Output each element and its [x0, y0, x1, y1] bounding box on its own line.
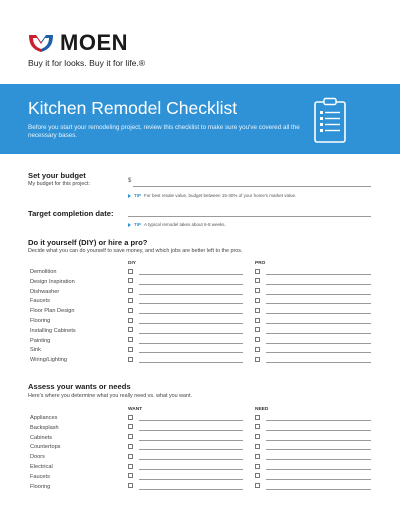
row-label: Flooring: [30, 483, 51, 490]
notes-input-line[interactable]: [266, 479, 371, 480]
budget-heading: Set your budget: [28, 171, 86, 180]
tip-text: A typical remodel takes about 6-8 weeks.: [144, 222, 226, 227]
notes-input-line[interactable]: [139, 343, 243, 344]
notes-input-line[interactable]: [139, 323, 243, 324]
need-checkbox[interactable]: [255, 473, 260, 478]
notes-input-line[interactable]: [139, 274, 243, 275]
want-checkbox[interactable]: [128, 434, 133, 439]
tip-text: For best resale value, budget between 15-30% of your home's market value.: [144, 193, 297, 198]
row-label: Flooring: [30, 318, 51, 324]
notes-input-line[interactable]: [139, 449, 243, 450]
need-column-header: NEED: [255, 407, 269, 412]
notes-input-line[interactable]: [266, 274, 371, 275]
diy-checkbox[interactable]: [128, 347, 133, 352]
notes-input-line[interactable]: [266, 284, 371, 285]
pro-checkbox[interactable]: [255, 278, 260, 283]
row-label: Countertops: [30, 444, 61, 451]
want-checkbox[interactable]: [128, 473, 133, 478]
want-checkbox[interactable]: [128, 464, 133, 469]
diy-column-header: DIY: [128, 261, 136, 266]
notes-input-line[interactable]: [139, 469, 243, 470]
tip-arrow-icon: [128, 223, 131, 227]
diy-checkbox[interactable]: [128, 269, 133, 274]
moen-logo-icon: [28, 32, 54, 54]
diy-heading: Do it yourself (DIY) or hire a pro?: [28, 238, 148, 247]
row-label: Painting: [30, 337, 51, 344]
want-checkbox[interactable]: [128, 424, 133, 429]
pro-checkbox[interactable]: [255, 308, 260, 313]
notes-input-line[interactable]: [139, 440, 243, 441]
wants-heading: Assess your wants or needs: [28, 382, 131, 391]
want-checkbox[interactable]: [128, 415, 133, 420]
pro-column-header: PRO: [255, 261, 266, 266]
diy-checkbox[interactable]: [128, 337, 133, 342]
row-label: Faucets: [30, 473, 50, 480]
row-label: Design Inspiration: [30, 278, 75, 285]
diy-checkbox[interactable]: [128, 288, 133, 293]
budget-tip: [128, 193, 296, 198]
row-label: Dishwasher: [30, 288, 60, 295]
brand-tagline: Buy it for looks. Buy it for life.®: [28, 58, 146, 68]
notes-input-line[interactable]: [139, 352, 243, 353]
notes-input-line[interactable]: [266, 323, 371, 324]
notes-input-line[interactable]: [139, 362, 243, 363]
need-checkbox[interactable]: [255, 464, 260, 469]
notes-input-line[interactable]: [266, 303, 371, 304]
need-checkbox[interactable]: [255, 415, 260, 420]
row-label: Floor Plan Design: [30, 308, 75, 315]
notes-input-line[interactable]: [266, 449, 371, 450]
pro-checkbox[interactable]: [255, 298, 260, 303]
row-label: Demolition: [30, 269, 57, 275]
diy-subtitle: Decide what you can do yourself to save money, and which jobs are better left to the pros.: [28, 248, 243, 254]
row-label: Backsplash: [30, 424, 59, 431]
notes-input-line[interactable]: [139, 479, 243, 480]
notes-input-line[interactable]: [266, 430, 371, 431]
row-label: Sink: [30, 347, 41, 354]
notes-input-line[interactable]: [266, 352, 371, 353]
pro-checkbox[interactable]: [255, 318, 260, 323]
notes-input-line[interactable]: [139, 489, 243, 490]
diy-checkbox[interactable]: [128, 357, 133, 362]
notes-input-line[interactable]: [139, 284, 243, 285]
brand-name: MOEN: [60, 30, 128, 55]
completion-date-input-line[interactable]: [128, 216, 371, 217]
wants-subtitle: Here's where you determine what you really need vs. what you want.: [28, 393, 193, 399]
notes-input-line[interactable]: [266, 343, 371, 344]
budget-input-line[interactable]: [133, 186, 371, 187]
need-checkbox[interactable]: [255, 424, 260, 429]
diy-checkbox[interactable]: [128, 318, 133, 323]
currency-symbol: $: [128, 178, 132, 184]
tip-arrow-icon: [128, 194, 131, 198]
pro-checkbox[interactable]: [255, 288, 260, 293]
want-checkbox[interactable]: [128, 483, 133, 488]
need-checkbox[interactable]: [255, 434, 260, 439]
tip-label: TIP: [134, 193, 142, 198]
completion-tip: [128, 222, 226, 227]
want-checkbox[interactable]: [128, 454, 133, 459]
notes-input-line[interactable]: [266, 313, 371, 314]
page-description: Before you start your remodeling project, review this checklist to make sure you've covered all the necessary bases.: [28, 124, 300, 140]
row-label: Cabinets: [30, 434, 53, 441]
notes-input-line[interactable]: [266, 420, 371, 421]
notes-input-line[interactable]: [139, 430, 243, 431]
diy-checkbox[interactable]: [128, 298, 133, 303]
row-label: Doors: [30, 454, 45, 461]
notes-input-line[interactable]: [266, 459, 371, 460]
moen-logo: [28, 30, 128, 56]
clipboard-checklist-icon: [313, 97, 347, 143]
pro-checkbox[interactable]: [255, 337, 260, 342]
row-label: Appliances: [30, 415, 58, 421]
row-label: Wiring/Lighting: [30, 357, 67, 364]
want-checkbox[interactable]: [128, 444, 133, 449]
notes-input-line[interactable]: [266, 469, 371, 470]
need-checkbox[interactable]: [255, 454, 260, 459]
need-checkbox[interactable]: [255, 483, 260, 488]
notes-input-line[interactable]: [139, 459, 243, 460]
notes-input-line[interactable]: [139, 303, 243, 304]
diy-checkbox[interactable]: [128, 308, 133, 313]
diy-checkbox[interactable]: [128, 278, 133, 283]
page-title: Kitchen Remodel Checklist: [28, 98, 238, 118]
tip-label: TIP: [134, 222, 142, 227]
row-label: Faucets: [30, 298, 50, 305]
pro-checkbox[interactable]: [255, 269, 260, 274]
notes-input-line[interactable]: [139, 420, 243, 421]
notes-input-line[interactable]: [139, 333, 243, 334]
diy-checkbox[interactable]: [128, 327, 133, 332]
row-label: Electrical: [30, 464, 53, 470]
budget-label: My budget for this project:: [28, 181, 91, 187]
completion-heading: Target completion date:: [28, 209, 114, 218]
notes-input-line[interactable]: [139, 294, 243, 295]
row-label: Installing Cabinets: [30, 327, 76, 334]
notes-input-line[interactable]: [266, 440, 371, 441]
want-column-header: WANT: [128, 407, 143, 412]
pro-checkbox[interactable]: [255, 357, 260, 362]
notes-input-line[interactable]: [266, 362, 371, 363]
pro-checkbox[interactable]: [255, 327, 260, 332]
notes-input-line[interactable]: [266, 333, 371, 334]
pro-checkbox[interactable]: [255, 347, 260, 352]
need-checkbox[interactable]: [255, 444, 260, 449]
notes-input-line[interactable]: [266, 489, 371, 490]
notes-input-line[interactable]: [266, 294, 371, 295]
notes-input-line[interactable]: [139, 313, 243, 314]
